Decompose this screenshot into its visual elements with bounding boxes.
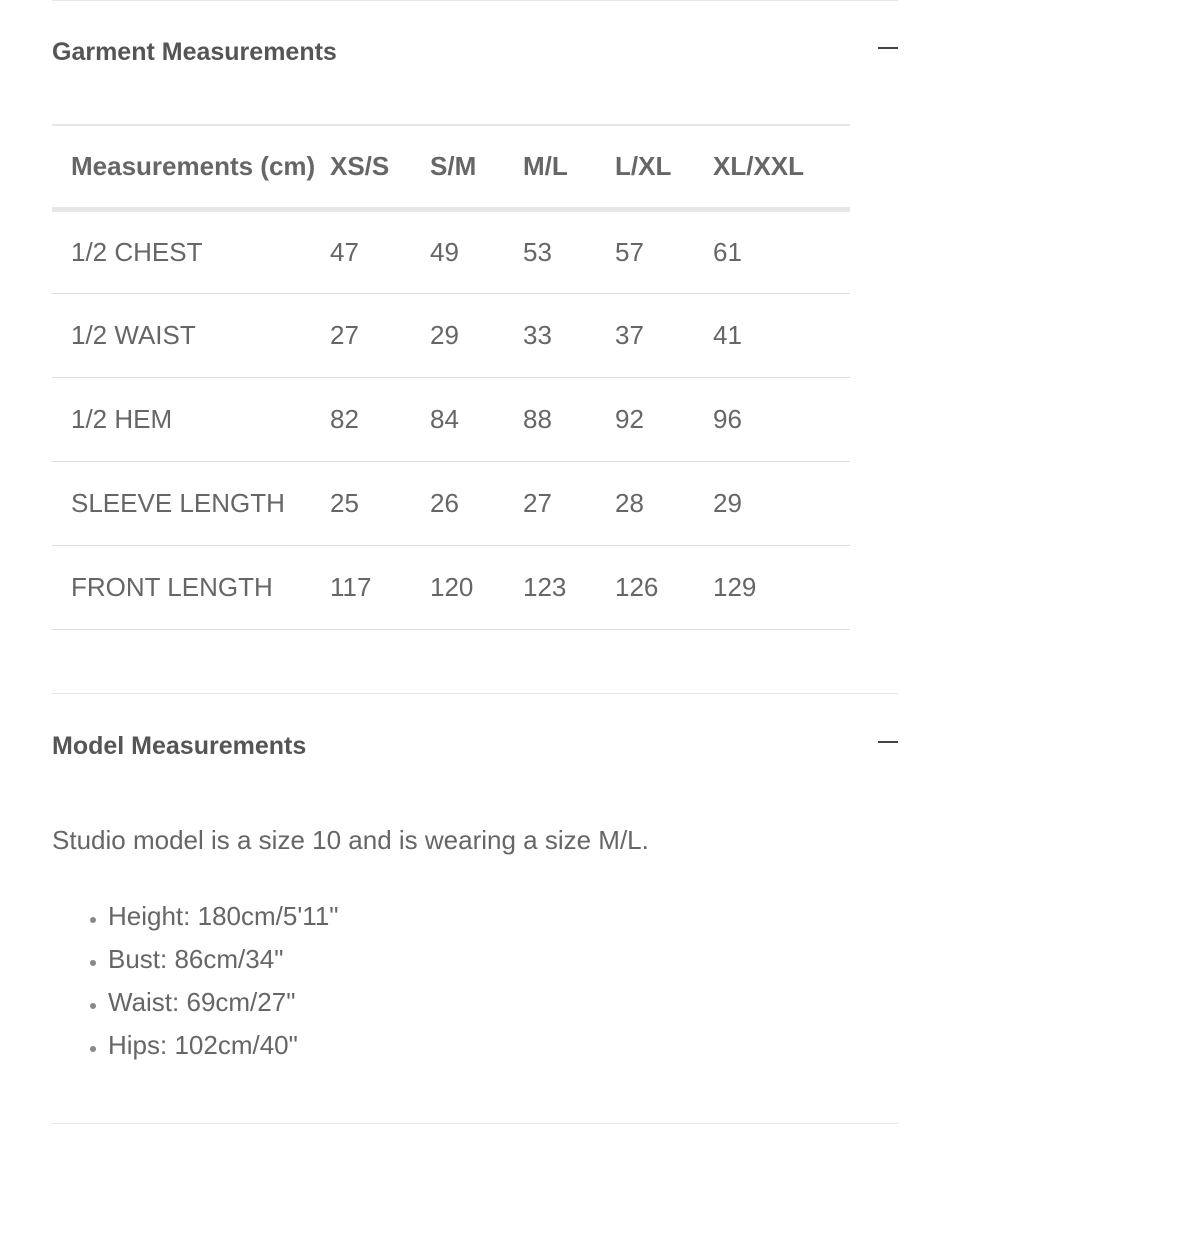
table-cell: 88 (523, 403, 552, 434)
table-cell: 33 (523, 319, 552, 350)
table-cell: 82 (330, 403, 359, 434)
table-cell: 27 (523, 487, 552, 518)
header-size-xl-xxl: XL/XXL (713, 150, 805, 181)
table-cell: 57 (615, 236, 644, 267)
list-item: • Height: 180cm/5'11" (108, 895, 339, 938)
table-cell: 84 (430, 403, 459, 434)
top-divider (52, 0, 898, 1)
table-cell: 47 (330, 236, 359, 267)
table-cell: 92 (615, 403, 644, 434)
table-cell: 129 (713, 571, 757, 602)
bottom-divider (52, 1123, 898, 1124)
garment-collapse-button[interactable] (878, 38, 898, 58)
table-cell: 117 (330, 571, 372, 602)
garment-measurements-title[interactable]: Garment Measurements (52, 38, 337, 66)
minus-icon (878, 47, 898, 49)
row-label: 1/2 HEM (71, 403, 173, 434)
table-cell: 53 (523, 236, 552, 267)
table-header-row (52, 125, 850, 209)
table-cell: 96 (713, 403, 742, 434)
table-cell: 49 (430, 236, 459, 267)
table-row (52, 209, 850, 293)
row-label: 1/2 CHEST (71, 236, 203, 267)
header-size-m-l: M/L (523, 150, 568, 181)
header-size-xs-s: XS/S (330, 150, 390, 181)
table-row (52, 545, 850, 629)
row-label: SLEEVE LENGTH (71, 487, 285, 518)
table-cell: 120 (430, 571, 474, 602)
table-row (52, 377, 850, 461)
model-size-note: Studio model is a size 10 and is wearing a size M/L. (52, 825, 649, 855)
row-label: FRONT LENGTH (71, 571, 273, 602)
model-collapse-button[interactable] (878, 732, 898, 752)
model-measurements-title[interactable]: Model Measurements (52, 732, 307, 760)
table-cell: 25 (330, 487, 359, 518)
minus-icon (878, 741, 898, 743)
table-cell: 29 (430, 319, 459, 350)
model-details-list (52, 895, 339, 1067)
table-row (52, 293, 850, 377)
header-size-s-m: S/M (430, 150, 477, 181)
table-cell: 41 (713, 319, 742, 350)
list-item: • Hips: 102cm/40" (108, 1024, 339, 1067)
table-cell: 123 (523, 571, 567, 602)
section-divider (52, 693, 898, 694)
list-item: • Waist: 69cm/27" (108, 981, 339, 1024)
table-cell: 37 (615, 319, 644, 350)
table-cell: 29 (713, 487, 742, 518)
row-label: 1/2 WAIST (71, 319, 196, 350)
table-cell: 126 (615, 571, 659, 602)
table-cell: 26 (430, 487, 459, 518)
table-row (52, 461, 850, 545)
header-size-l-xl: L/XL (615, 150, 672, 181)
list-item: • Bust: 86cm/34" (108, 938, 339, 981)
table-cell: 28 (615, 487, 644, 518)
table-cell: 27 (330, 319, 359, 350)
header-measurements: Measurements (cm) (71, 150, 316, 181)
size-chart-table (52, 124, 850, 630)
table-cell: 61 (713, 236, 742, 267)
